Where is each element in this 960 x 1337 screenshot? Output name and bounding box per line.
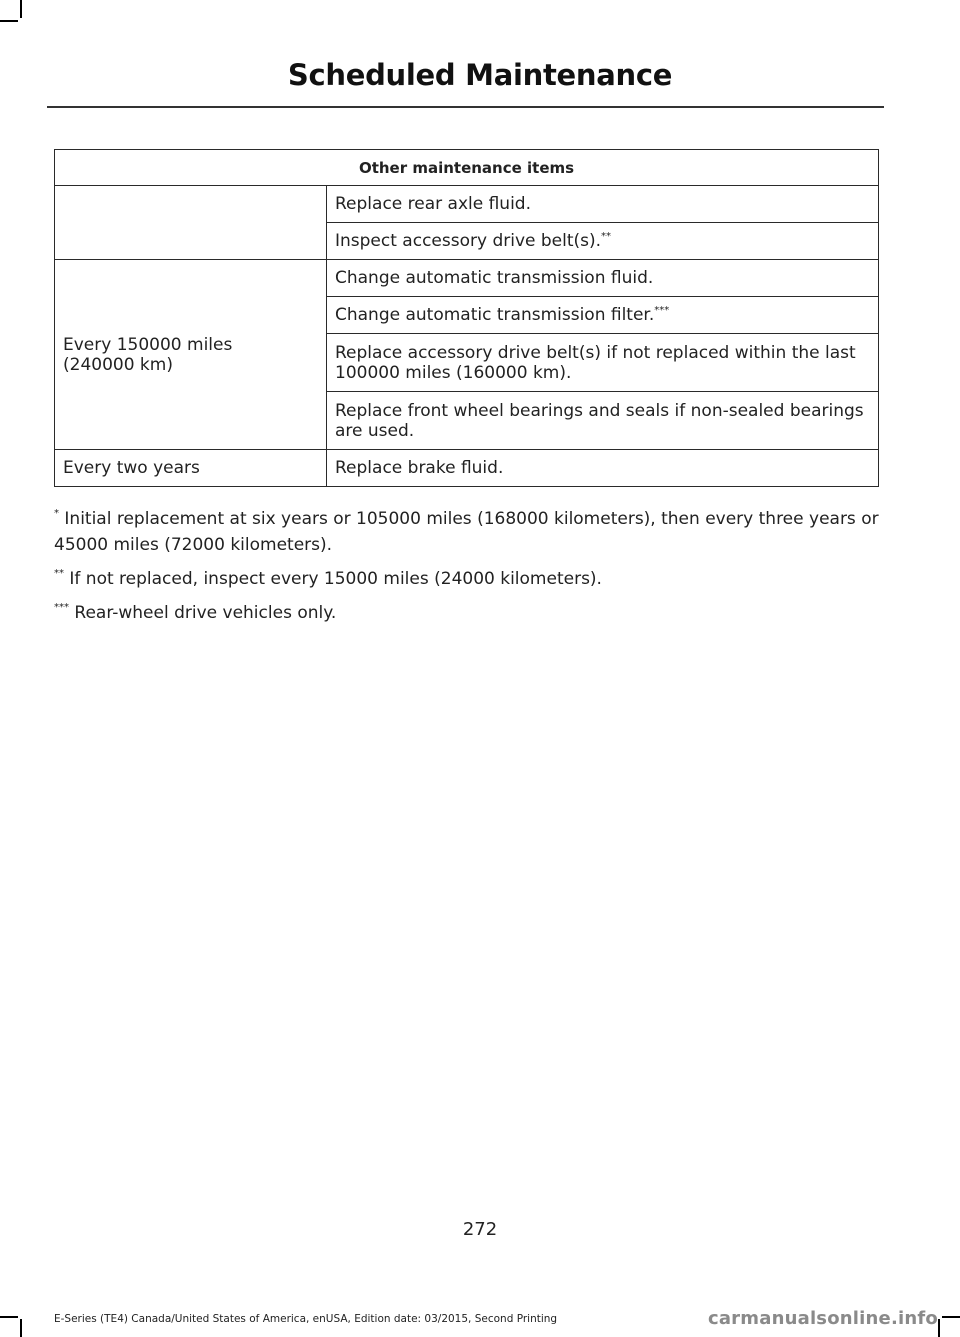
table-title: Other maintenance items <box>55 150 879 186</box>
task-cell: Replace rear axle fluid. <box>327 186 879 223</box>
interval-cell: Every two years <box>55 450 327 487</box>
task-cell: Replace accessory drive belt(s) if not replaced within the last 100000 miles (160000 km). <box>327 334 879 392</box>
interval-cell <box>55 186 327 260</box>
edition-line: E-Series (TE4) Canada/United States of America, enUSA, Edition date: 03/2015, Second Printing <box>54 1313 558 1325</box>
task-cell: Inspect accessory drive belt(s).** <box>327 223 879 260</box>
crop-mark <box>942 1316 960 1318</box>
table-row <box>55 186 879 223</box>
interval-cell: Every 150000 miles (240000 km) <box>55 260 327 450</box>
maintenance-table <box>54 149 879 487</box>
task-cell: Replace front wheel bearings and seals if non-sealed bearings are used. <box>327 392 879 450</box>
footnote: *** Rear-wheel drive vehicles only. <box>54 602 337 623</box>
footnote-mark: *** <box>54 602 69 613</box>
table-row <box>55 260 879 297</box>
crop-mark <box>20 1319 22 1337</box>
table-row <box>55 450 879 487</box>
page-number: 272 <box>462 1219 498 1240</box>
footnote-mark: ** <box>601 231 612 242</box>
title-divider <box>47 106 884 108</box>
footnote: * Initial replacement at six years or 105000 miles (168000 kilometers), then every three years or 45000 miles (72000 kilometers). <box>54 508 879 555</box>
crop-mark <box>938 1319 940 1337</box>
task-cell: Change automatic transmission fluid. <box>327 260 879 297</box>
task-cell: Change automatic transmission filter.*** <box>327 297 879 334</box>
footnotes <box>54 506 884 634</box>
footnote: ** If not replaced, inspect every 15000 miles (24000 kilometers). <box>54 568 602 589</box>
crop-mark <box>0 20 18 22</box>
footnote-mark: * <box>54 508 59 519</box>
task-cell: Replace brake fluid. <box>327 450 879 487</box>
footnote-mark: *** <box>654 305 670 316</box>
watermark: carmanualsonline.info <box>707 1308 938 1329</box>
footnote-mark: ** <box>54 568 64 579</box>
crop-mark <box>20 0 22 18</box>
crop-mark <box>0 1316 18 1318</box>
page-title: Scheduled Maintenance <box>287 58 673 92</box>
